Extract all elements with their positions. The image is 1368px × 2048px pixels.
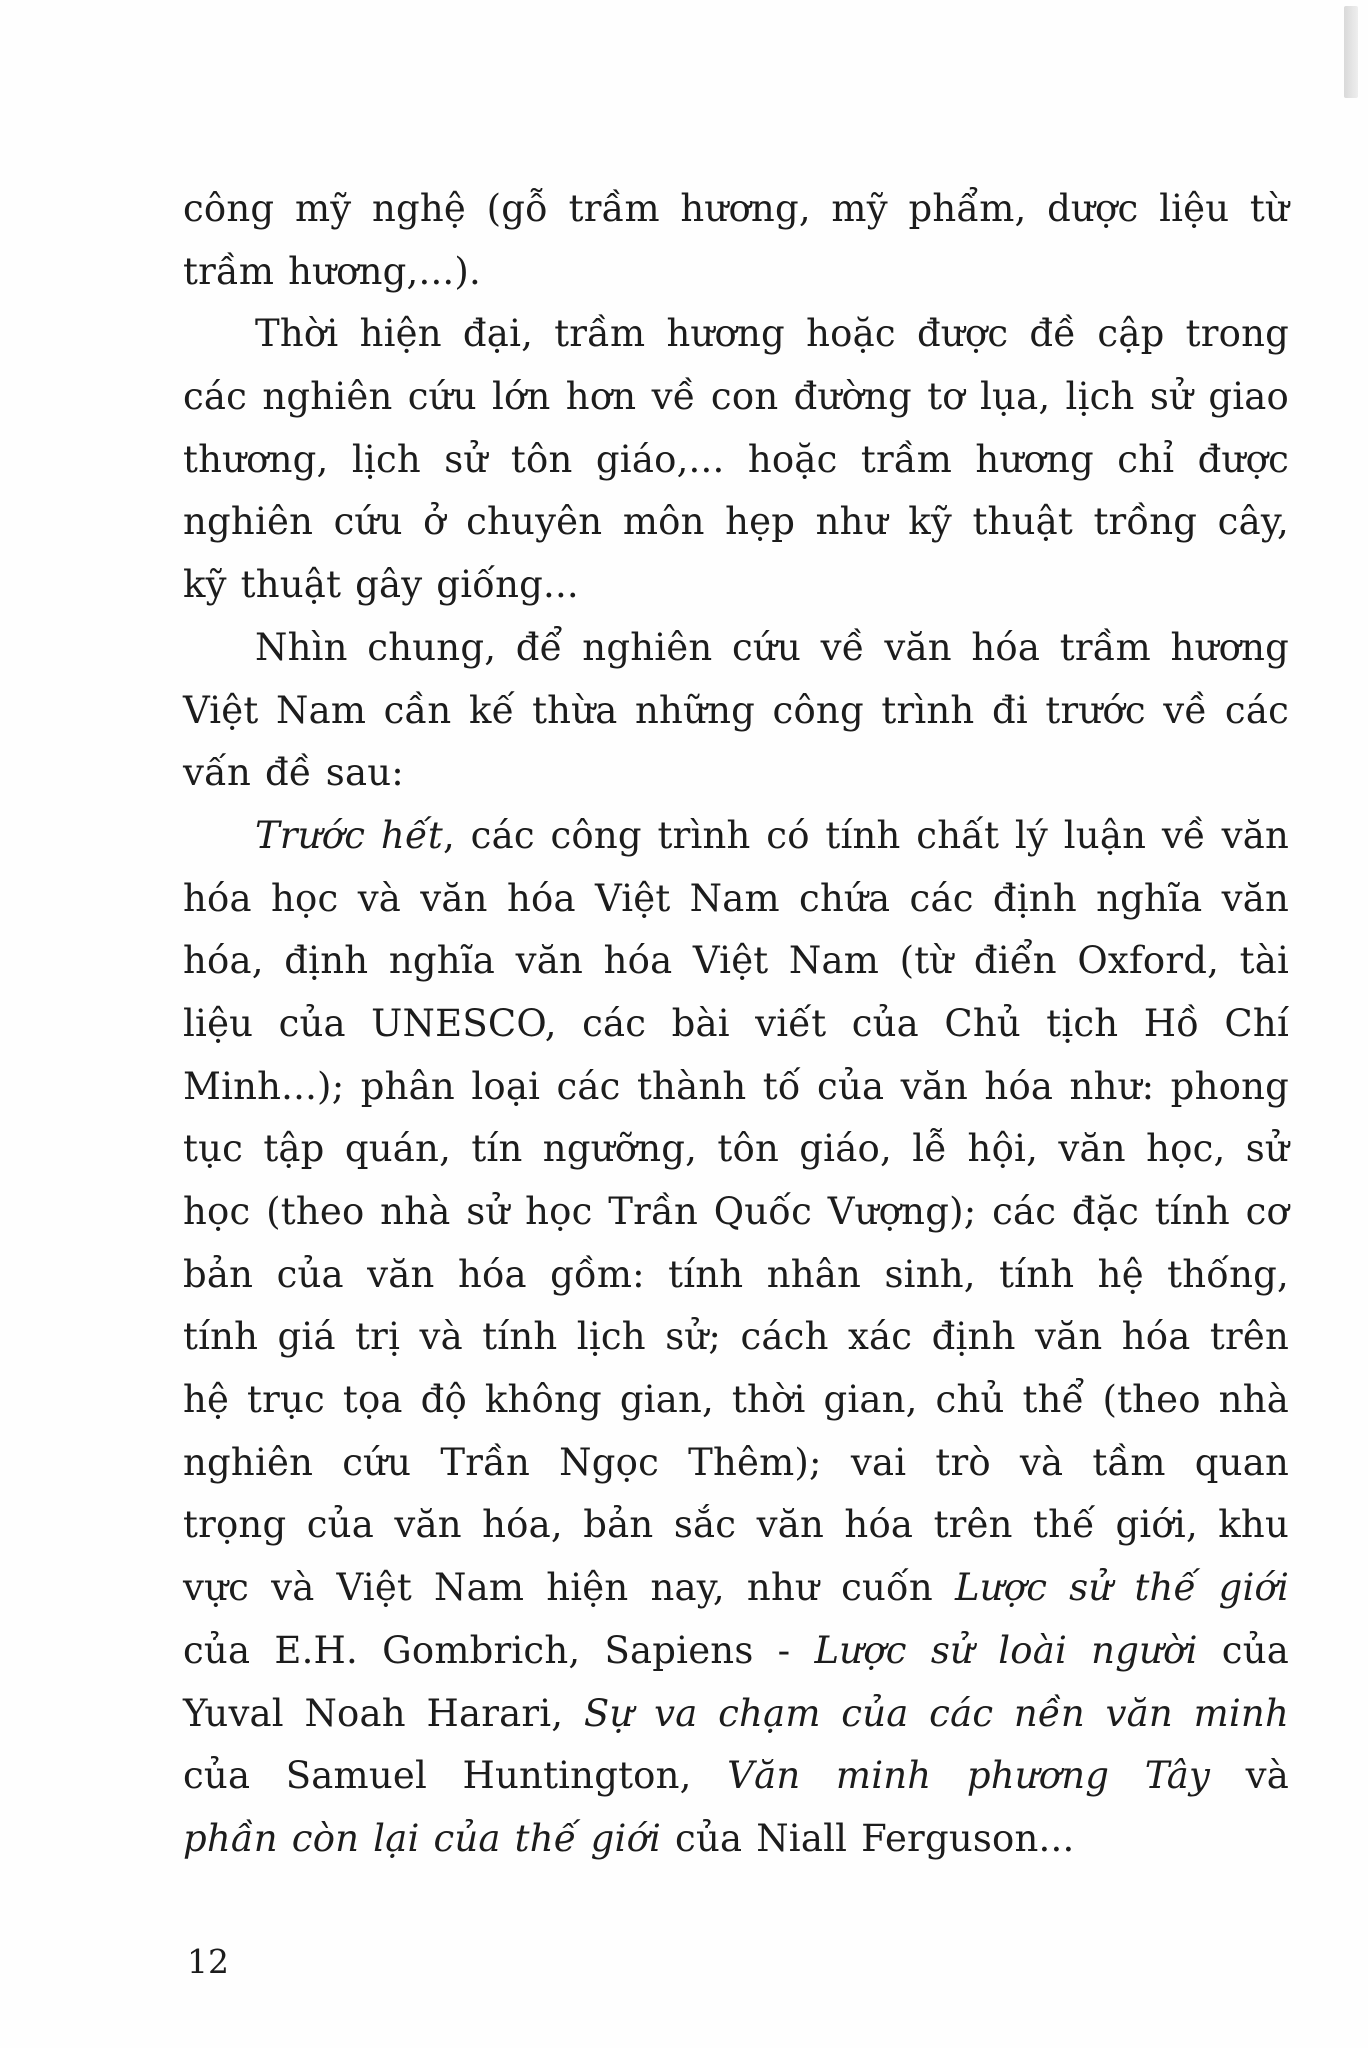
text-line xyxy=(183,241,1289,304)
text-segment: hóa học và văn hóa Việt Nam chứa các định nghĩa văn xyxy=(183,876,1289,920)
italic-text: Văn minh phương Tây xyxy=(727,1754,1211,1798)
text-line xyxy=(183,1620,1289,1683)
text-segment: nghiên cứu ở chuyên môn hẹp như kỹ thuật trồng cây, xyxy=(183,500,1289,544)
text-line xyxy=(183,993,1289,1056)
page-edge-shadow xyxy=(1344,6,1358,98)
text-segment: liệu của UNESCO, các bài viết của Chủ tịch Hồ Chí xyxy=(183,1001,1289,1045)
text-line xyxy=(183,178,1289,241)
text-line xyxy=(183,1557,1289,1620)
text-segment: công mỹ nghệ (gỗ trầm hương, mỹ phẩm, dược liệu từ xyxy=(183,187,1289,230)
text-segment: nghiên cứu Trần Ngọc Thêm); vai trò và tầm quan xyxy=(183,1440,1289,1484)
text-segment: các nghiên cứu lớn hơn về con đường tơ lụa, lịch sử giao xyxy=(183,375,1289,419)
text-segment: tục tập quán, tín ngưỡng, tôn giáo, lễ hội, văn học, sử xyxy=(183,1127,1289,1171)
text-segment: tính giá trị và tính lịch sử; cách xác định văn hóa trên xyxy=(183,1315,1289,1359)
text-segment: hóa, định nghĩa văn hóa Việt Nam (từ điển Oxford, tài xyxy=(183,939,1289,983)
italic-text: Lược sử thế giới xyxy=(954,1566,1289,1610)
text-segment: thương, lịch sử tôn giáo,... hoặc trầm hương chỉ được xyxy=(183,437,1289,481)
text-segment: vực và Việt Nam hiện nay, như cuốn xyxy=(183,1566,955,1610)
text-segment: học (theo nhà sử học Trần Quốc Vượng); các đặc tính cơ xyxy=(183,1190,1289,1233)
page-number: 12 xyxy=(187,1942,229,1981)
text-segment: của xyxy=(1197,1628,1289,1672)
text-segment: trọng của văn hóa, bản sắc văn hóa trên thế giới, khu xyxy=(183,1503,1289,1547)
text-line xyxy=(183,805,1289,868)
text-line xyxy=(183,303,1289,366)
text-line xyxy=(183,366,1289,429)
text-segment: của Samuel Huntington, xyxy=(183,1754,728,1798)
text-line xyxy=(183,1306,1289,1369)
text-line xyxy=(183,742,1289,805)
text-segment: , các công trình có tính chất lý luận về văn xyxy=(442,813,1290,857)
italic-text: Lược sử loài người xyxy=(814,1628,1198,1672)
text-line xyxy=(183,680,1289,743)
text-line xyxy=(183,1181,1289,1244)
text-line xyxy=(183,1244,1289,1307)
text-segment: trầm hương,...). xyxy=(183,249,481,293)
text-segment: kỹ thuật gây giống... xyxy=(183,563,579,607)
text-segment: Yuval Noah Harari, xyxy=(183,1691,584,1735)
text-line xyxy=(183,1056,1289,1119)
body-text xyxy=(183,178,1289,1871)
text-segment: vấn đề sau: xyxy=(183,751,404,795)
text-segment: của Niall Ferguson... xyxy=(661,1816,1075,1860)
text-line xyxy=(183,554,1289,617)
text-segment: Minh...); phân loại các thành tố của văn hóa như: phong xyxy=(183,1064,1289,1108)
text-segment: và xyxy=(1210,1754,1289,1798)
text-segment: hệ trục tọa độ không gian, thời gian, chủ thể (theo nhà xyxy=(183,1378,1289,1422)
text-line xyxy=(183,1494,1289,1557)
text-line xyxy=(183,1683,1289,1746)
text-segment: Nhìn chung, để nghiên cứu về văn hóa trầm hương xyxy=(255,625,1289,669)
italic-text: phần còn lại của thế giới xyxy=(183,1816,662,1860)
text-segment: của E.H. Gombrich, Sapiens - xyxy=(183,1628,815,1672)
text-segment: Thời hiện đại, trầm hương hoặc được đề cập trong xyxy=(255,312,1289,356)
text-line xyxy=(183,1118,1289,1181)
text-segment: Việt Nam cần kế thừa những công trình đi trước về các xyxy=(183,688,1289,732)
text-line xyxy=(183,1808,1289,1871)
italic-text: Trước hết xyxy=(255,813,443,857)
text-line xyxy=(183,1745,1289,1808)
text-line xyxy=(183,868,1289,931)
text-line xyxy=(183,1432,1289,1495)
text-line xyxy=(183,930,1289,993)
text-line xyxy=(183,617,1289,680)
text-line xyxy=(183,1369,1289,1432)
italic-text: Sự va chạm của các nền văn minh xyxy=(583,1691,1289,1735)
text-line xyxy=(183,491,1289,554)
text-line xyxy=(183,429,1289,492)
text-segment: bản của văn hóa gồm: tính nhân sinh, tính hệ thống, xyxy=(183,1252,1289,1296)
